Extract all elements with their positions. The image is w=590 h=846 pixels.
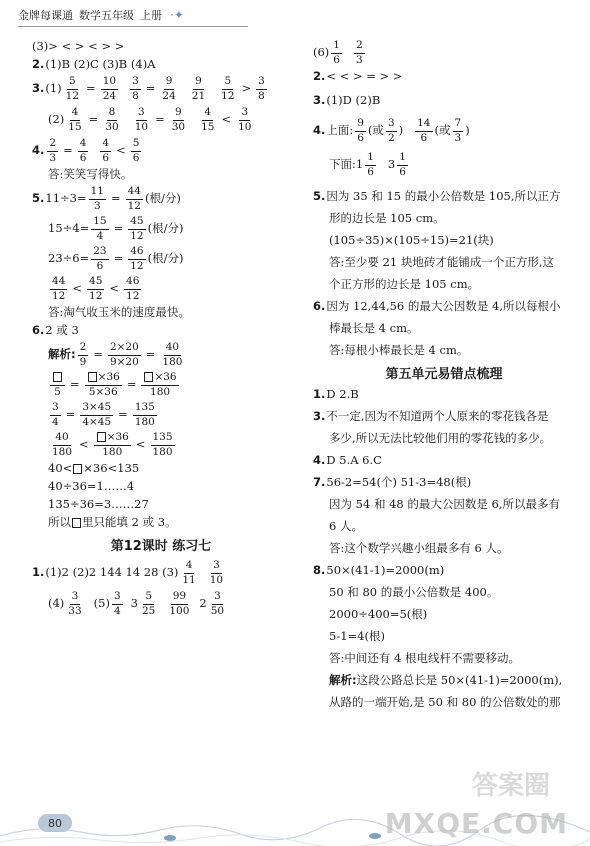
answer-line: 7. 56-2=54(个) 51-3=48(根) [313, 475, 472, 490]
answer-line: 形的边长是 105 cm。 [329, 211, 445, 226]
analysis-line: $\frac{3}{4}$ = $\frac{3\times 45}{4\times 45}$ = $\frac{135}{180}$ [52, 400, 155, 428]
book-title: 金牌每课通 [18, 9, 73, 22]
analysis-line: 40< ×36<135 [48, 461, 140, 476]
answer-line: 5. 因为 35 和 15 的最小公倍数是 105,所以正方 [313, 189, 561, 204]
answer-line: 下面:1 $\frac{1}{6}$ 3 $\frac{1}{6}$ [329, 150, 406, 178]
answer-line: (4) $\frac{3}{33}$ (5) $\frac{3}{4}$ 3 $\frac{5}{25}$ $\frac{99}{100}$ 2 $\frac{3}{50}$ [48, 589, 225, 617]
blank-box [88, 372, 97, 382]
answer-line: 6 人。 [329, 519, 363, 534]
answer-line: 答:每根小棒最长是 4 cm。 [329, 343, 469, 358]
answer-line: 2. (1)B (2)C (3)B (4)A [32, 57, 156, 72]
answer-line: 答:至少要 21 块地砖才能铺成一个正方形,这 [329, 255, 554, 270]
analysis-line: 从路的一端开始,是 50 和 80 的公倍数处的那 [329, 695, 561, 710]
answer-line: 4. D 5.A 6.C [313, 453, 382, 468]
answer-line: 50 和 80 的最小公倍数是 400。 [329, 585, 499, 600]
answer-line: 答:中间还有 4 根电线杆不需要移动。 [329, 651, 521, 666]
answer-line: (2) $\frac{4}{15}$ = $\frac{8}{30}$ $\frac{3}{10}$ = $\frac{9}{30}$ $\frac{4}{15}$ < $\frac{3}{10}$ [48, 105, 252, 133]
watermark-url: MXQE.COM [384, 807, 568, 840]
watermark-text: 答案圈 [471, 771, 550, 801]
answer-line: 3. (1) $\frac{5}{12}$ = $\frac{10}{24}$ $\frac{3}{8}$ = $\frac{9}{24}$ $\frac{9}{21}$ $\frac{5}{12}$ > $\frac{3}{8}$ [32, 74, 265, 102]
left-column [32, 38, 290, 620]
answer-line: 多少,所以无法比较他们用的零花钱的多少。 [329, 431, 552, 446]
header-rule [18, 26, 248, 27]
blank-box [73, 464, 82, 474]
analysis-line: 5 = $\frac{\times 36}{5\times 36}$ = $\frac{\times 36}{180}$ [32, 370, 290, 400]
analysis-line: 解析: $\frac{2}{9}$ = $\frac{2\times 20}{9\times 20}$ = $\frac{40}{180}$ [48, 340, 183, 368]
answer-line: $\frac{44}{12}$ < $\frac{45}{12}$ < $\frac{46}{12}$ [52, 274, 140, 302]
answer-line: 答:这个数学兴趣小组最多有 6 人。 [329, 541, 509, 556]
section-title: 第12课时 练习七 [110, 539, 212, 555]
answer-line: 1. D 2.B [313, 387, 359, 402]
subject-label: 数学五年级 [79, 9, 134, 22]
blank-box [97, 432, 106, 442]
answer-line: (6) $\frac{1}{6}$ $\frac{2}{3}$ [313, 38, 363, 66]
answer-line: 3. (1)D (2)B [313, 93, 381, 108]
star-icon: ·✦ [170, 8, 184, 22]
answer-line: 2000÷400=5(根) [329, 607, 428, 622]
answer-line: 答:笑笑写得快。 [48, 167, 133, 182]
answer-line: 4. $\frac{2}{3}$ = $\frac{4}{6}$ $\frac{4}{6}$ < $\frac{5}{6}$ [32, 136, 140, 164]
answer-line: 因为 54 和 48 的最大公因数是 6,所以最多有 [329, 497, 561, 512]
analysis-line: 135÷36=3……27 [48, 497, 149, 512]
volume-label: 上册 [140, 9, 162, 22]
blank-box [72, 518, 81, 528]
analysis-line: 所以 里只能填 2 或 3。 [48, 515, 177, 530]
answer-line: (3)> < > < > > [32, 39, 125, 54]
section-title: 第五单元易错点梳理 [385, 367, 503, 383]
right-column [313, 38, 575, 712]
answer-line: 5-1=4(根) [329, 629, 385, 644]
answer-line: 6. 因为 12,44,56 的最大公因数是 4,所以每根小 [313, 299, 561, 314]
answer-line: 23÷6= $\frac{23}{6}$ = $\frac{46}{12}$ (根/分) [48, 244, 184, 272]
analysis-line: 40÷36=1……4 [48, 479, 135, 494]
answer-line: 8. 50×(41-1)=2000(m) [313, 563, 445, 578]
answer-line: 棒最长是 4 cm。 [329, 321, 419, 336]
answer-line: 15÷4= $\frac{15}{4}$ = $\frac{45}{12}$ (根/分) [48, 214, 184, 242]
answer-line: 答:淘气收玉米的速度最快。 [48, 305, 190, 320]
answer-line: 个正方形的边长是 105 cm。 [329, 277, 480, 292]
answer-line: 2. < < > = > > [313, 69, 403, 84]
answer-line: 5. 11÷3= $\frac{11}{3}$ = $\frac{44}{12}$ (根/分) [32, 184, 181, 212]
answer-line: 1. (1)2 (2)2 144 14 28 (3) $\frac{4}{11}$ $\frac{3}{10}$ [32, 558, 224, 586]
page-header [18, 6, 184, 24]
blank-box [144, 372, 153, 382]
blank-box [53, 372, 62, 382]
answer-line: 6. 2 或 3 [32, 323, 79, 338]
analysis-line: 解析: 这段公路总长是 50×(41-1)=2000(m), [329, 673, 563, 688]
page-number: 80 [38, 814, 72, 832]
answer-line: 4. 上面: $\frac{9}{6}$ (或 $\frac{3}{2}$ ) $\frac{14}{6}$ (或 $\frac{7}{3}$ ) [313, 116, 470, 144]
analysis-line: $\frac{40}{180}$ < $\frac{\times 36}{180}$ < $\frac{135}{180}$ [52, 430, 173, 458]
answer-line: 3. 不一定,因为不知道两个人原来的零花钱各是 [313, 409, 549, 424]
answer-line: (105÷35)×(105÷15)=21(块) [329, 233, 494, 248]
